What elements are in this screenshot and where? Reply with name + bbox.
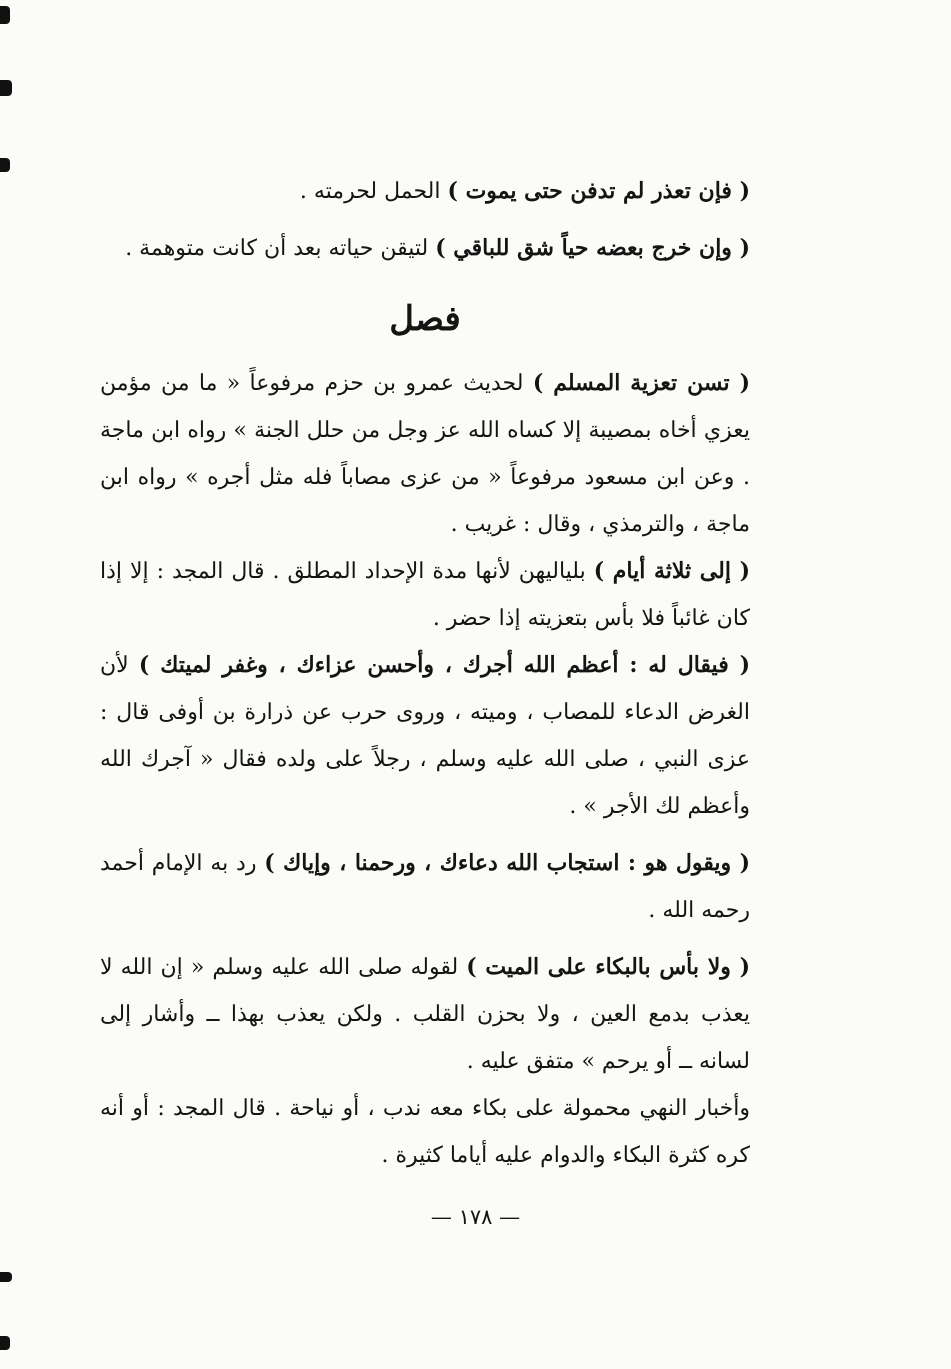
paragraph-what-is-said [100,642,750,830]
paragraph-heading: ( فإن تعذر لم تدفن حتى يموت ) [447,178,750,204]
paragraph-three-days [100,548,750,642]
paragraph-heading: ( ويقول هو : استجاب الله دعاءك ، ورحمنا ، وإياك ) [264,850,750,876]
paragraph-text: لحديث عمرو بن حزم مرفوعاً « ما من مؤمن يعزي أخاه بمصيبة إلا كساه الله عز وجل من حلل الجنة » رواه ابن ماجة . وعن ابن مسعود مرفوعاً « من عزى مصاباً فله مثل أجره » رواه ابن ماجة ، والترمذي ، وقال : غريب . [100,371,750,537]
paragraph-text: وأخبار النهي محمولة على بكاء معه ندب ، أو نياحة . قال المجد : أو أنه كره كثرة البكاء والدوام عليه أياما كثيرة . [100,1096,750,1168]
paragraph-text: لتيقن حياته بعد أن كانت متوهمة . [125,236,436,261]
paragraph-partial-birth [100,225,750,272]
scan-edge-mark [0,1272,12,1282]
paragraph-heading: ( ولا بأس بالبكاء على الميت ) [466,954,750,980]
scan-edge-mark [0,1336,10,1350]
page-number: — ١٧٨ — [430,1205,521,1229]
paragraph-text: بلياليهن لأنها مدة الإحداد المطلق . قال المجد : إلا إذا كان غائباً فلا بأس بتعزيته إذا حضر . [100,559,750,631]
paragraph-text: الحمل لحرمته . [299,179,448,204]
paragraph-heading: ( فيقال له : أعظم الله أجرك ، وأحسن عزاءك ، وغفر لميتك ) [138,652,750,678]
paragraph-text: رد به الإمام أحمد رحمه الله . [100,851,750,923]
scan-edge-mark [0,158,10,172]
section-title: فصل [389,299,461,339]
page-content [100,168,750,1368]
paragraph-body-death-before-birth [100,168,750,215]
paragraph-heading: ( تسن تعزية المسلم ) [532,370,750,396]
paragraph-reply [100,840,750,934]
paragraph-text: لقوله صلى الله عليه وسلم « إن الله لا يعذب بدمع العين ، ولا بحزن القلب . ولكن يعذب بهذا ــ وأشار إلى لسانه ــ أو يرحم » متفق عليه . [100,955,750,1074]
paragraph-heading: ( وإن خرج بعضه حياً شق للباقي ) [435,235,750,261]
paragraph-text: لأن الغرض الدعاء للمصاب ، وميته ، وروى حرب عن ذرارة بن أوفى قال : عزى النبي ، صلى الله عليه وسلم ، رجلاً على ولده فقال « آجرك الله وأعظم لك الأجر » . [100,653,750,819]
paragraph-weeping [100,944,750,1085]
paragraph-prohibition [100,1085,750,1179]
scan-edge-mark [0,6,10,24]
paragraph-condolence [100,360,750,548]
scan-edge-mark [0,80,12,96]
paragraph-heading: ( إلى ثلاثة أيام ) [593,558,750,584]
